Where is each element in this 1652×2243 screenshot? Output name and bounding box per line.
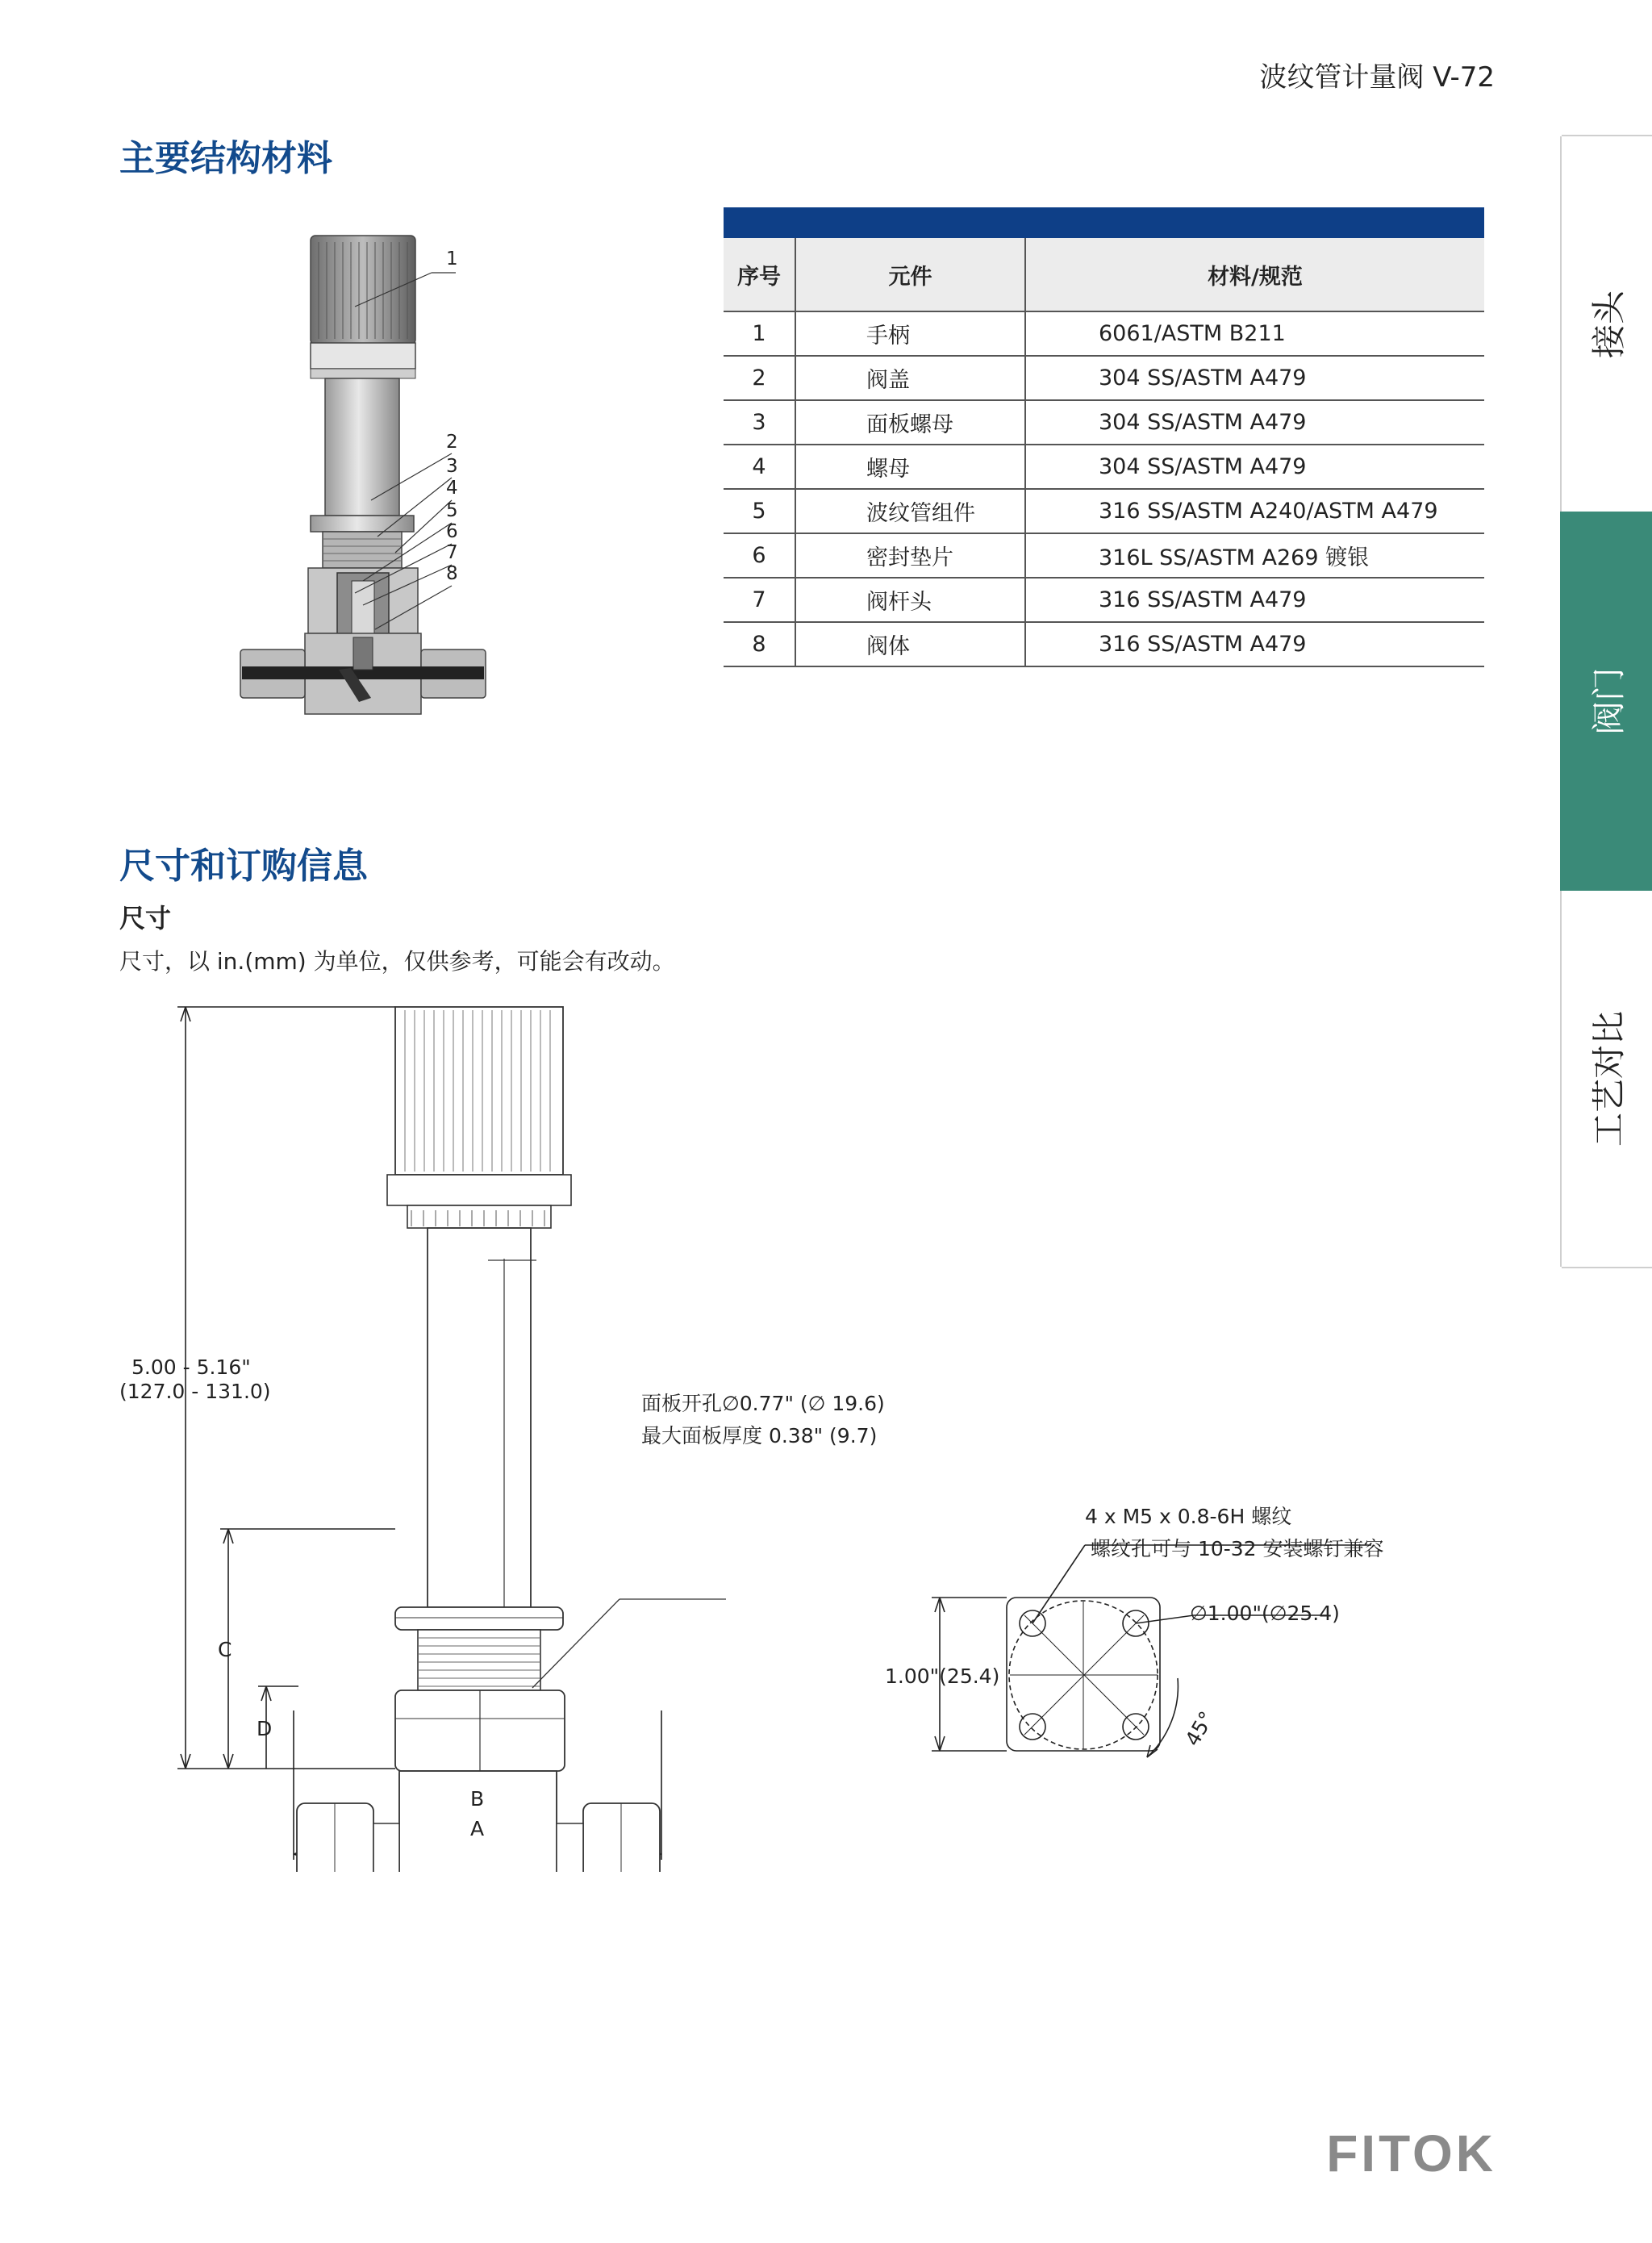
cell-material: 316L SS/ASTM A269 镀银 bbox=[1025, 533, 1484, 578]
callout-6: 6 bbox=[446, 521, 458, 542]
page-header-title: 波纹管计量阀 V-72 bbox=[1259, 61, 1495, 94]
table-header-bar bbox=[724, 207, 1484, 238]
cell-part: 阀盖 bbox=[795, 356, 1025, 400]
tab-connectors[interactable] bbox=[1560, 136, 1652, 512]
table-row bbox=[724, 489, 1484, 533]
callout-7: 7 bbox=[446, 542, 458, 563]
cell-material: 304 SS/ASTM A479 bbox=[1025, 400, 1484, 445]
table-row bbox=[724, 578, 1484, 622]
cell-part: 面板螺母 bbox=[795, 400, 1025, 445]
cell-part: 波纹管组件 bbox=[795, 489, 1025, 533]
bottom-view-angle: 45° bbox=[1180, 1707, 1219, 1750]
bottom-view-thread-note: 4 x M5 x 0.8-6H 螺纹 bbox=[1085, 1505, 1292, 1528]
cell-part: 阀体 bbox=[795, 622, 1025, 666]
cell-part: 阀杆头 bbox=[795, 578, 1025, 622]
col-header-part: 元件 bbox=[795, 238, 1025, 311]
cell-material: 316 SS/ASTM A479 bbox=[1025, 622, 1484, 666]
cell-no: 1 bbox=[724, 311, 795, 356]
dim-overall-height-in: 5.00 - 5.16" bbox=[131, 1355, 251, 1379]
dim-label-a: A bbox=[470, 1817, 485, 1840]
callout-4: 4 bbox=[446, 478, 458, 499]
cell-no: 2 bbox=[724, 356, 795, 400]
tab-connectors-label: 接头 bbox=[1589, 290, 1629, 358]
cell-material: 304 SS/ASTM A479 bbox=[1025, 356, 1484, 400]
callout-1: 1 bbox=[446, 249, 458, 269]
bottom-view-thread-compat: 螺纹孔可与 10-32 安装螺钉兼容 bbox=[1091, 1537, 1384, 1560]
cell-no: 3 bbox=[724, 400, 795, 445]
dim-label-d: D bbox=[257, 1717, 273, 1740]
materials-table bbox=[724, 207, 1484, 667]
dim-panel-thickness: 最大面板厚度 0.38" (9.7) bbox=[641, 1424, 878, 1447]
cell-no: 4 bbox=[724, 445, 795, 489]
cell-no: 6 bbox=[724, 533, 795, 578]
callout-2: 2 bbox=[446, 432, 458, 453]
cell-material: 6061/ASTM B211 bbox=[1025, 311, 1484, 356]
bottom-view-circle-diameter: ∅1.00"(∅25.4) bbox=[1190, 1602, 1340, 1625]
dim-label-b: B bbox=[470, 1787, 485, 1811]
tab-valves[interactable] bbox=[1560, 512, 1652, 891]
bottom-view-side-length: 1.00"(25.4) bbox=[885, 1664, 1000, 1688]
col-header-material: 材料/规范 bbox=[1025, 238, 1484, 311]
dim-overall-height-mm: (127.0 - 131.0) bbox=[119, 1380, 271, 1403]
col-header-no: 序号 bbox=[724, 238, 795, 311]
cell-material: 304 SS/ASTM A479 bbox=[1025, 445, 1484, 489]
table-row bbox=[724, 533, 1484, 578]
cell-part: 密封垫片 bbox=[795, 533, 1025, 578]
callout-8: 8 bbox=[446, 563, 458, 584]
tab-valves-label: 阀门 bbox=[1589, 666, 1629, 736]
subsection-title-dimensions: 尺寸 bbox=[119, 903, 172, 934]
cell-part: 螺母 bbox=[795, 445, 1025, 489]
cell-no: 8 bbox=[724, 622, 795, 666]
table-row bbox=[724, 622, 1484, 666]
cell-no: 7 bbox=[724, 578, 795, 622]
fitok-logo: FITOK bbox=[1326, 2124, 1496, 2182]
table-row bbox=[724, 400, 1484, 445]
cell-material: 316 SS/ASTM A240/ASTM A479 bbox=[1025, 489, 1484, 533]
cell-part: 手柄 bbox=[795, 311, 1025, 356]
dim-panel-hole: 面板开孔∅0.77" (∅ 19.6) bbox=[641, 1392, 885, 1415]
section-title-materials: 主要结构材料 bbox=[119, 138, 332, 179]
side-tab-divider bbox=[1562, 1267, 1652, 1268]
cell-no: 5 bbox=[724, 489, 795, 533]
cell-material: 316 SS/ASTM A479 bbox=[1025, 578, 1484, 622]
dim-label-c: C bbox=[218, 1638, 232, 1661]
dimensions-note: 尺寸，以 in.(mm) 为单位，仅供参考，可能会有改动。 bbox=[119, 948, 675, 975]
section-title-dimensions: 尺寸和订购信息 bbox=[119, 846, 368, 887]
callout-5: 5 bbox=[446, 500, 458, 521]
tab-process-label: 工艺对比 bbox=[1589, 1010, 1629, 1147]
callout-3: 3 bbox=[446, 456, 458, 477]
valve-dimension-drawing bbox=[113, 992, 726, 1872]
table-row bbox=[724, 445, 1484, 489]
table-row bbox=[724, 311, 1484, 356]
tab-process-comparison[interactable] bbox=[1560, 891, 1652, 1267]
valve-cutaway-illustration bbox=[234, 226, 500, 730]
table-row bbox=[724, 356, 1484, 400]
